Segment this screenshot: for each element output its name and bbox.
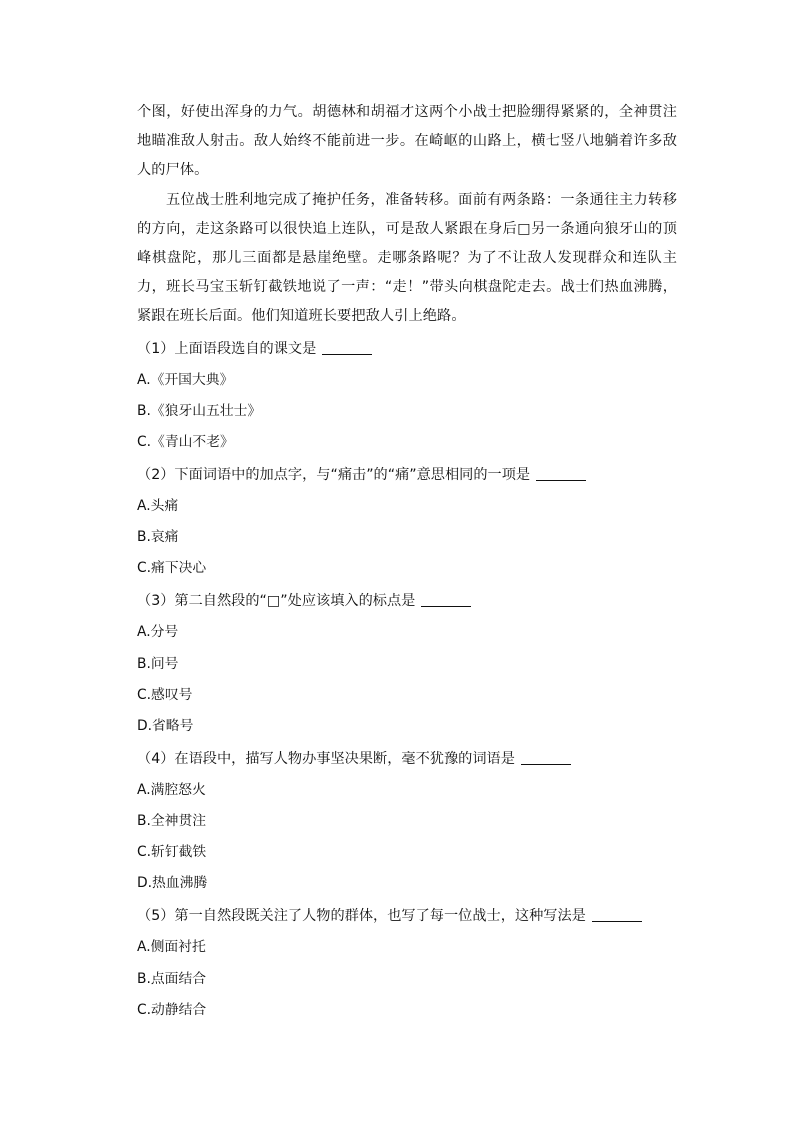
passage-paragraph-2: 五位战士胜利地完成了掩护任务，准备转移。面前有两条路：一条通往主力转移的方向，走这条路可以很快追上连队，可是敌人紧跟在身后□另一条通向狼牙山的顶峰棋盘陀，那儿三面都是悬崖绝壁。走哪条路呢？为了不让敌人发现群众和连队主力，班长马宝玉斩钉截铁地说了一声：“走！”带头向棋盘陀走去。战士们热血沸腾，紧跟在班长后面。他们知道班长要把敌人引上绝路。	[137, 191, 677, 325]
option-c: C.动静结合	[137, 1001, 207, 1018]
question-stem: （4）在语段中，描写人物办事坚决果断，毫不犹豫的词语是	[137, 744, 677, 775]
answer-blank[interactable]	[521, 750, 571, 765]
option-a: A.侧面衬托	[137, 939, 206, 956]
option-b: B.全神贯注	[137, 813, 207, 830]
answer-blank[interactable]	[322, 340, 372, 355]
option-b: B.哀痛	[137, 529, 179, 546]
option-a: A.头痛	[137, 498, 179, 515]
option-c: C.《青山不老》	[137, 433, 234, 450]
question-stem: （1）上面语段选自的课文是	[137, 334, 677, 365]
answer-blank[interactable]	[421, 592, 471, 607]
question-3	[137, 586, 677, 741]
question-2	[137, 460, 677, 584]
option-c: C.感叹号	[137, 686, 193, 703]
option-a: A.分号	[137, 624, 179, 641]
option-b: B.问号	[137, 655, 179, 672]
option-b: B.点面结合	[137, 970, 207, 987]
option-c: C.痛下决心	[137, 560, 207, 577]
question-stem: （5）第一自然段既关注了人物的群体，也写了每一位战士，这种写法是	[137, 901, 677, 932]
question-stem: （3）第二自然段的“□”处应该填入的标点是	[137, 586, 677, 617]
answer-blank[interactable]	[536, 466, 586, 481]
document-content	[137, 98, 677, 1026]
option-d: D.热血沸腾	[137, 875, 208, 892]
question-stem: （2）下面词语中的加点字，与“痛击”的“痛”意思相同的一项是	[137, 460, 677, 491]
question-5	[137, 901, 677, 1025]
option-b: B.《狼牙山五壮士》	[137, 402, 262, 419]
option-c: C.斩钉截铁	[137, 844, 207, 861]
answer-blank[interactable]	[592, 907, 642, 922]
question-4	[137, 744, 677, 899]
passage-paragraph-1: 个图，好使出浑身的力气。胡德林和胡福才这两个小战士把脸绷得紧紧的，全神贯注地瞄准敌人射击。敌人始终不能前进一步。在崎岖的山路上，横七竖八地躺着许多敌人的尸体。	[137, 104, 677, 179]
option-a: A.满腔怒火	[137, 781, 206, 798]
option-d: D.省略号	[137, 717, 194, 734]
question-1	[137, 334, 677, 458]
option-a: A.《开国大典》	[137, 371, 234, 388]
